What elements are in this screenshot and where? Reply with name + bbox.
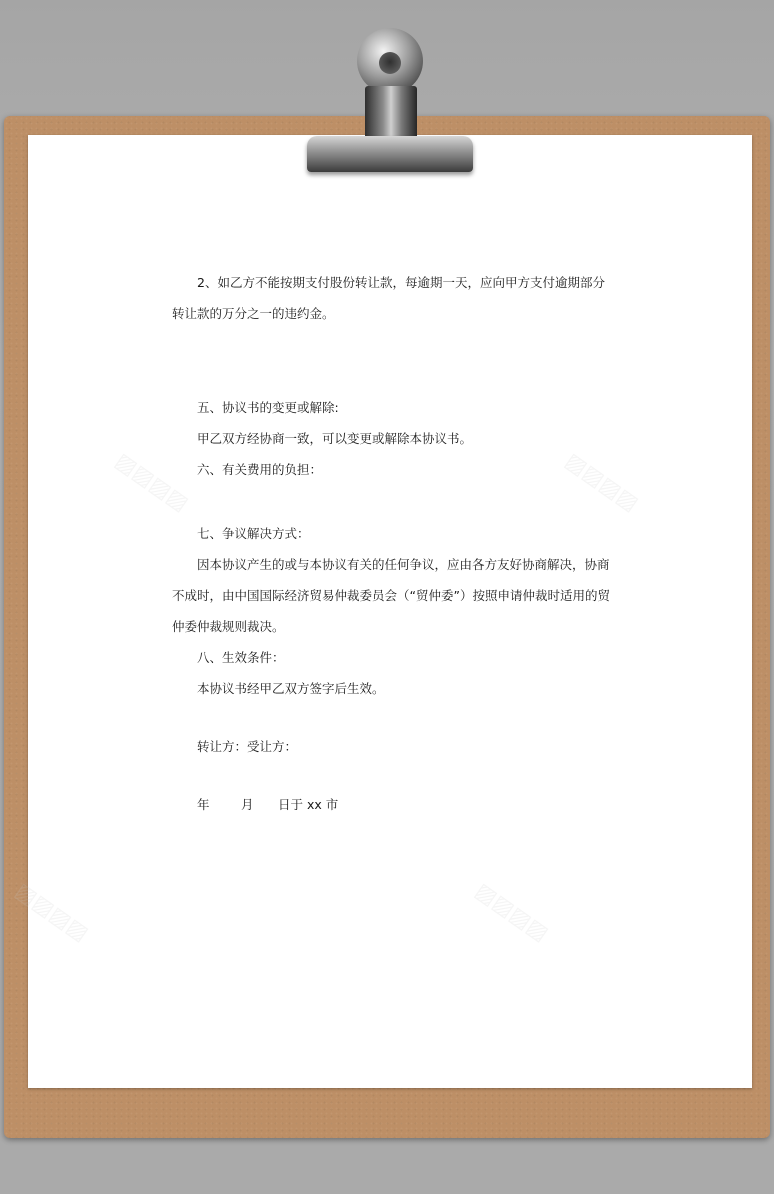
document-body [172,268,612,821]
clip-ring-hole [379,52,401,74]
section-7-line-3: 仲委仲裁规则裁决。 [172,619,285,634]
date-day-city: 日于 xx 市 [278,797,339,812]
clip-stem [365,86,417,142]
section-7-line-2: 不成时，由中国国际经济贸易仲裁委员会（“贸仲委”）按照申请仲裁时适用的贸 [172,588,610,603]
section-7-heading: 七、争议解决方式： [197,526,310,541]
date-line [172,790,612,821]
date-month: 月 [241,797,254,812]
section-8-body: 本协议书经甲乙双方签字后生效。 [197,681,385,696]
section-8-heading: 八、生效条件： [197,650,285,665]
clause-2-line-1: 2、如乙方不能按期支付股份转让款，每逾期一天，应向甲方支付逾期部分 [197,275,605,290]
clause-2-line-2: 转让款的万分之一的违约金。 [172,306,335,321]
section-7-line-1: 因本协议产生的或与本协议有关的任何争议，应由各方友好协商解决，协商 [197,557,610,572]
section-5-body: 甲乙双方经协商一致，可以变更或解除本协议书。 [197,431,473,446]
section-5-heading: 五、协议书的变更或解除: [197,400,339,415]
parties-signature-line: 转让方：受让方： [197,739,298,754]
clip-plate [307,136,473,172]
date-year: 年 [197,797,210,812]
section-6-heading: 六、有关费用的负担： [197,462,323,477]
